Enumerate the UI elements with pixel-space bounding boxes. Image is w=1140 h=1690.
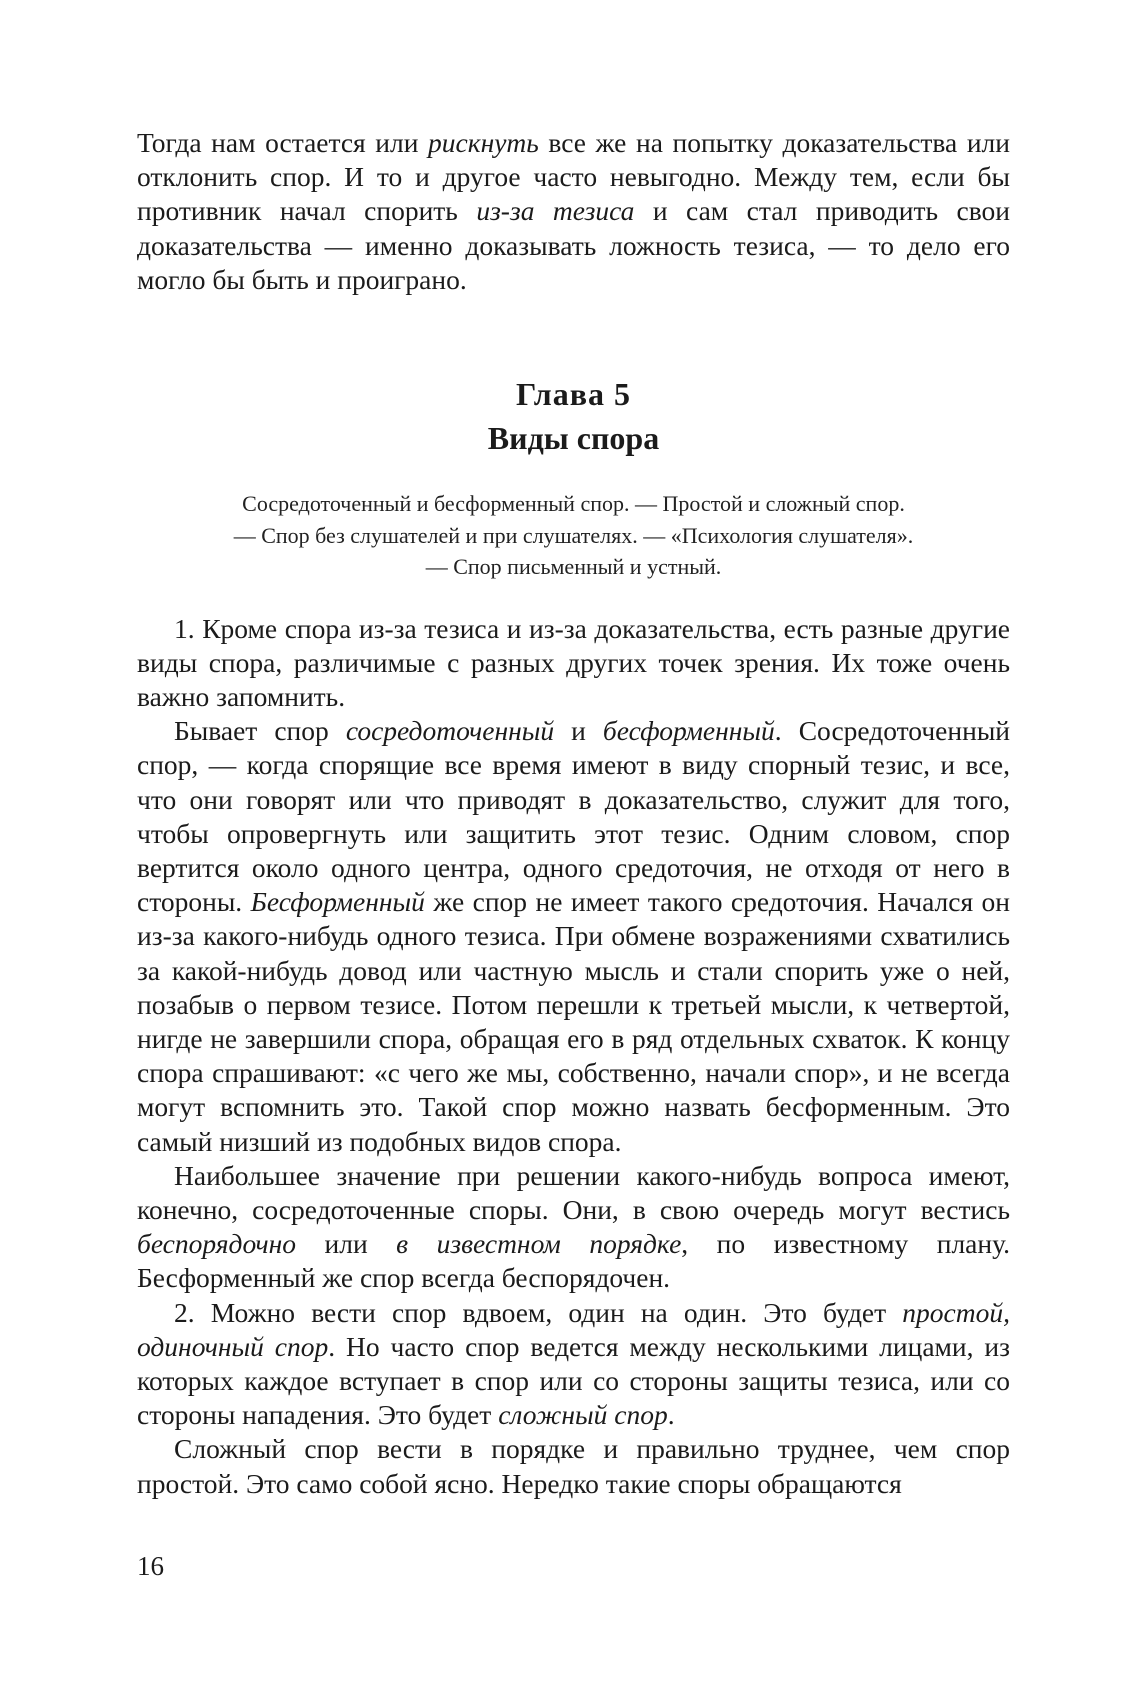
body-paragraph-3 <box>137 1159 1010 1296</box>
chapter-title: Виды спора <box>487 420 660 457</box>
chapter-summary: Сосредоточенный и бесформенный спор. — Простой и сложный спор. — Спор без слушателей и при слушателях. — «Психология слушателя». — Спор письменный и устный. <box>233 491 914 580</box>
text-run: же спор не имеет такого средоточия. Начался он из-за какого-нибудь одного тезиса. При обмене возражениями схватились за какой-нибудь довод или частную мысль и стали спорить уже о ней, позабыв о первом тезисе. Потом перешли к третьей мысли, к четвертой, нигде не завершили спора, обращая его в ряд отдельных схваток. К концу спора спрашивают: «с чего же мы, собственно, начали спор», и не всегда могут вспомнить это. Такой спор можно назвать бесформенным. Это самый низший из подобных видов спора. <box>137 886 1010 1157</box>
intro-paragraph <box>137 126 1010 297</box>
body-paragraph-1 <box>137 612 1010 715</box>
emphasis-text: беспорядочно <box>137 1228 297 1260</box>
emphasis-text: сложный спор <box>498 1399 668 1431</box>
chapter-number: Глава 5 <box>516 376 631 413</box>
emphasis-text: сосредоточенный <box>345 715 555 747</box>
text-run: или <box>296 1228 397 1260</box>
text-run: 1. Кроме спора из-за тезиса и из-за доказательства, есть разные другие виды спора, различимые с разных других точек зрения. Их тоже очень важно запомнить. <box>137 612 1010 712</box>
body-paragraph-2 <box>137 714 1010 1159</box>
emphasis-text: простой, одиночный спор <box>137 1296 1010 1362</box>
chapter-body <box>137 612 1010 1501</box>
text-run: . Но часто спор ведется между несколькими лицами, из которых каждое вступает в спор или со стороны защиты тезиса, или со стороны нападения. Это будет <box>137 1330 1010 1431</box>
text-run: 2. Можно вести спор вдвоем, один на один. Это будет <box>174 1296 903 1328</box>
emphasis-text: в известном порядке <box>396 1228 682 1260</box>
text-run: Сложный спор вести в порядке и правильно труднее, чем спор простой. Это само собой ясно. Нередко такие споры обращаются <box>137 1433 1010 1499</box>
emphasis-text: рискнуть <box>428 127 539 158</box>
text-run: Бывает спор <box>174 715 346 747</box>
body-paragraph-4 <box>137 1296 1010 1433</box>
chapter-heading <box>137 372 1010 460</box>
text-run: , по известному плану. Бесформенный же спор всегда беспорядочен. <box>137 1228 1010 1294</box>
text-run: . <box>667 1399 675 1431</box>
text-run: и сам стал приводить свои доказательства — именно доказывать ложность тезиса, — то дело его могло бы быть и проиграно. <box>137 195 1011 295</box>
page-number: 16 <box>137 1551 164 1581</box>
emphasis-text: из-за тезиса <box>476 195 635 227</box>
body-paragraph-5 <box>137 1432 1010 1500</box>
text-run: Тогда нам остается или <box>137 127 429 158</box>
text-run: все же на попытку доказательства или отклонить спор. И то и другое часто невыгодно. Между тем, если бы противник начал спорить <box>137 127 1010 227</box>
emphasis-text: бесформенный <box>602 715 775 747</box>
emphasis-text: Бесформенный <box>250 886 425 918</box>
page-content <box>137 126 1010 1501</box>
text-run: Наибольшее значение при решении какого-нибудь вопроса имеют, конечно, сосредоточенные споры. Они, в свою очередь могут вестись <box>137 1159 1010 1225</box>
text-run: . Сосредоточенный спор, — когда спорящие все время имеют в виду спорный тезис, и все, что они говорят или что приводят в доказательство, служит для того, чтобы опровергнуть или защитить этот тезис. Одним словом, спор вертится около одного центра, одного средоточия, не отходя от него в стороны. <box>137 715 1011 918</box>
text-run: и <box>554 715 603 747</box>
